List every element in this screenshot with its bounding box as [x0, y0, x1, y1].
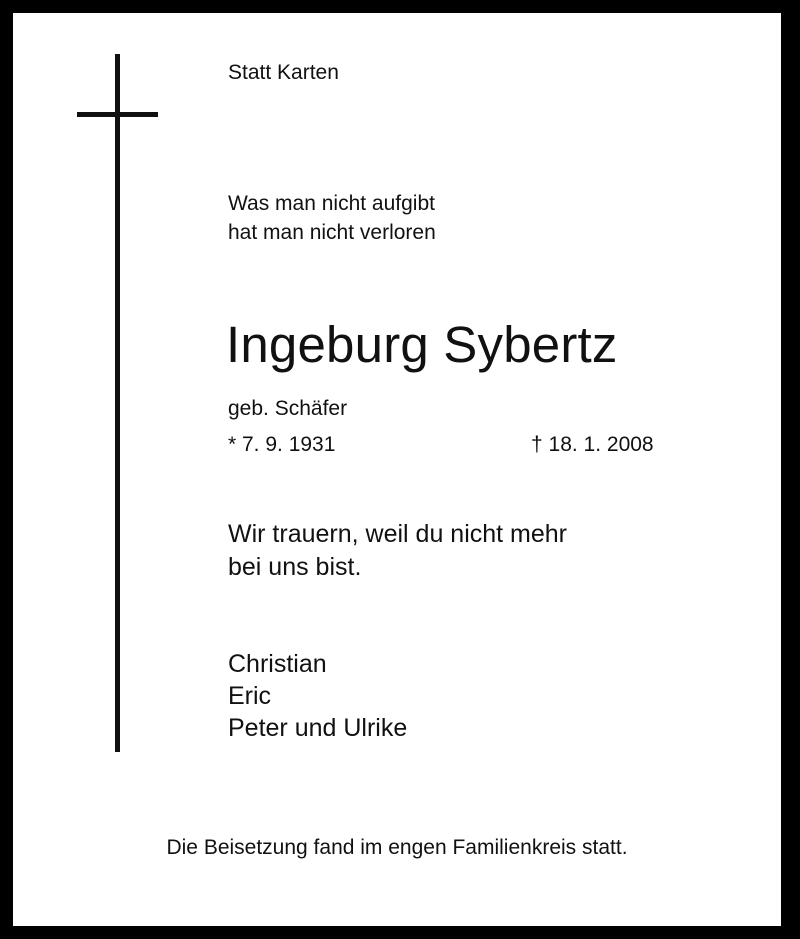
- birth-date: * 7. 9. 1931: [228, 433, 336, 456]
- cross-icon-crossbar: [77, 112, 158, 117]
- mourning-line: bei uns bist.: [228, 553, 362, 581]
- mourning-text: [228, 518, 567, 584]
- cross-icon: [115, 54, 120, 752]
- motto: [228, 189, 436, 247]
- burial-note: Die Beisetzung fand im engen Familienkreis statt.: [166, 836, 628, 859]
- deceased-name: Ingeburg Sybertz: [226, 316, 618, 373]
- mourning-line: Wir trauern, weil du nicht mehr: [228, 520, 568, 548]
- family-member: Christian: [228, 650, 327, 678]
- family-member: Peter und Ulrike: [228, 714, 408, 742]
- motto-line: hat man nicht verloren: [228, 221, 436, 244]
- family-member: Eric: [228, 682, 272, 710]
- family-signatories: [228, 648, 407, 744]
- maiden-name: geb. Schäfer: [228, 397, 348, 420]
- obituary-card: [13, 13, 781, 926]
- death-date: † 18. 1. 2008: [531, 433, 654, 456]
- header-text: Statt Karten: [228, 61, 339, 84]
- motto-line: Was man nicht aufgibt: [228, 192, 435, 215]
